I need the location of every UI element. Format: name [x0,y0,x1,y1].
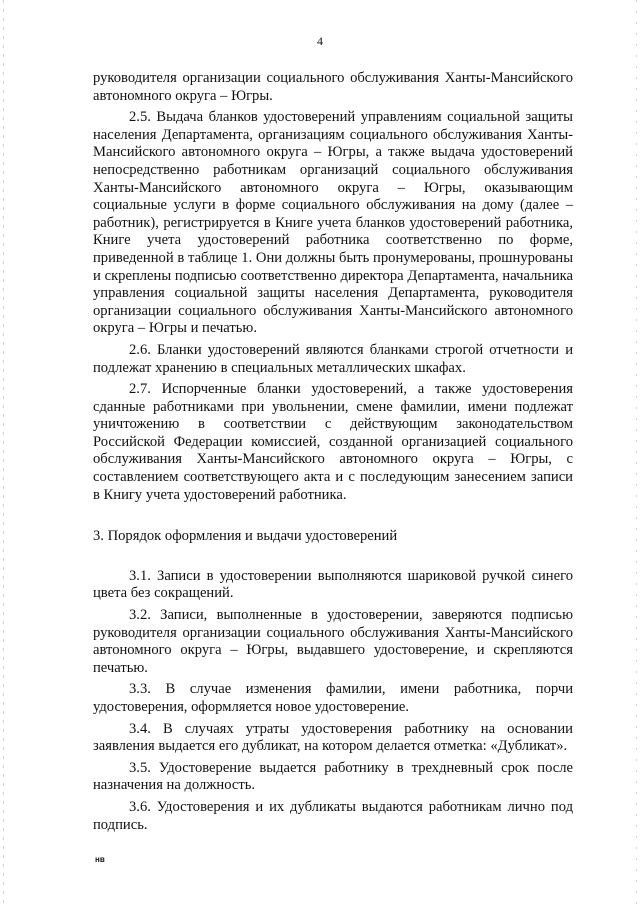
paragraph-3-2: 3.2. Записи, выполненные в удостоверении, заверяются подписью руководителя организации социального обслуживания Ханты-Мансийского автономного округа – Югры, выдавшего удостоверение, и скрепляются печатью. [93,607,573,676]
paragraph-3-5: 3.5. Удостоверение выдается работнику в трехдневный срок после назначения на должность. [93,759,573,794]
paragraph-2-5: 2.5. Выдача бланков удостоверений управлениям социальной защиты населения Департамента, организациям социального обслуживания Ханты-Мансийского автономного округа – Югры, а также выдача удостоверений непосредственно работникам организаций социального обслуживания Ханты-Мансийского автономного округа – Югры, оказывающим социальные услуги в форме социального обслуживания на дому (далее – работник), регистрируется в Книге учета бланков удостоверений работника, Книге учета удостоверений работника соответственно по форме, приведенной в таблице 1. Они должны быть пронумерованы, прошнурованы и скреплены подписью соответственно директора Департамента, начальника управления социальной защиты населения Департамента, руководителя организации социального обслуживания Ханты-Мансийского автономного округа – Югры и печатью. [93,109,573,337]
section-heading: 3. Порядок оформления и выдачи удостоверений [93,528,398,545]
paragraph-3-6: 3.6. Удостоверения и их дубликаты выдаются работникам лично под подпись. [93,798,573,833]
paragraph-2-6: 2.6. Бланки удостоверений являются бланками строгой отчетности и подлежат хранению в специальных металлических шкафах. [93,341,573,376]
paragraph-2-7: 2.7. Испорченные бланки удостоверений, а также удостоверения сданные работниками при увольнении, смене фамилии, имени подлежат уничтожению в соответствии с действующим законодательством Российской Федерации комиссией, созданной организацией социального обслуживания Ханты-Мансийского автономного округа – Югры, с составлением соответствующего акта и с последующим занесением записи в Книгу учета удостоверений работника. [93,381,573,503]
page-number: 4 [317,34,323,48]
paragraph-3-4: 3.4. В случаях утраты удостоверения работнику на основании заявления выдается его дубликат, на котором делается отметка: «Дубликат». [93,720,573,755]
footer-initials: нв [95,855,105,864]
document-body [93,70,573,834]
paragraph-continuation: руководителя организации социального обслуживания Ханты-Мансийского автономного округа – Югры. [93,70,573,104]
scan-edge-right [636,0,637,905]
scan-edge-left [3,0,4,905]
paragraph-3-1: 3.1. Записи в удостоверении выполняются шариковой ручкой синего цвета без сокращений. [93,567,573,602]
paragraph-3-3: 3.3. В случае изменения фамилии, имени работника, порчи удостоверения, оформляется новое удостоверение. [93,681,573,715]
